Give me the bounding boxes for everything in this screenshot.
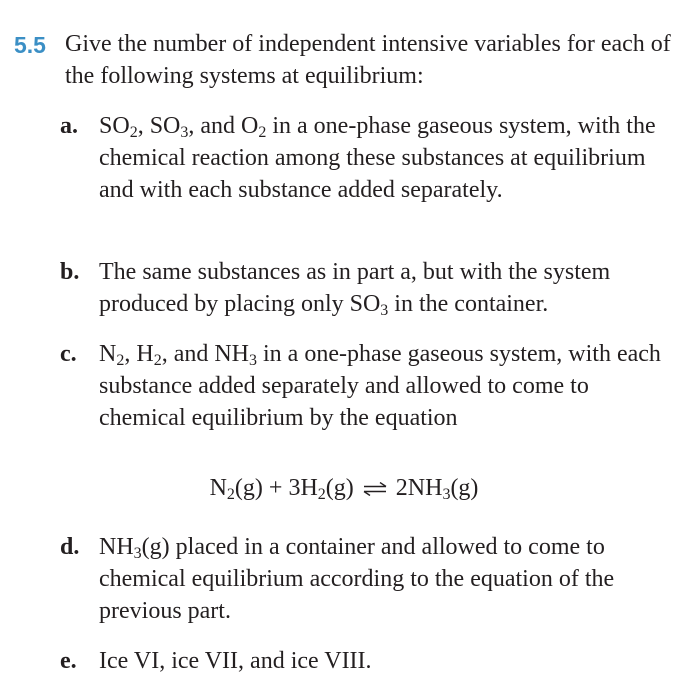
text-segment: , and NH (161, 341, 250, 367)
part-label: b. (60, 259, 80, 285)
text-segment: The same substances as in part a, but with the system produced by placing only SO (99, 259, 617, 317)
part-text (99, 531, 677, 627)
part-label: e. (60, 648, 77, 674)
part-label: a. (60, 113, 78, 139)
subscript: 2 (317, 486, 326, 503)
reaction-equation (0, 472, 688, 504)
text-segment: Ice VI, ice VII, and ice VIII. (99, 648, 372, 674)
subscript: 3 (133, 545, 142, 562)
text-segment: N (99, 341, 117, 367)
text-segment: 2NH (395, 475, 443, 501)
part-text (99, 110, 677, 206)
subscript: 3 (180, 124, 189, 141)
problem-prompt: Give the number of independent intensive variables for each of the following systems at equilibrium: (65, 31, 671, 89)
text-segment: , SO (137, 113, 181, 139)
part-label: c. (60, 341, 77, 367)
text-segment: SO (99, 113, 130, 139)
part-text (99, 338, 677, 434)
text-segment: (g) (325, 475, 354, 501)
text-segment: (g) placed in a container and allowed to come to chemical equilibrium according to the equation of the previous part. (99, 534, 621, 624)
text-segment: NH (99, 534, 134, 560)
text-segment: (g) (450, 475, 479, 501)
text-segment: N (209, 475, 227, 501)
equation-right (396, 475, 479, 501)
text-segment: in a one-phase gaseous system, with each substance added separately and allowed to come to chemical equilibrium by the equation (99, 341, 667, 431)
problem-number: 5.5 (14, 32, 46, 58)
subscript: 2 (116, 352, 125, 369)
text-segment: (g) + 3H (234, 475, 318, 501)
equilibrium-arrows-icon (362, 482, 388, 496)
part-text (99, 256, 677, 320)
equation-left (210, 475, 354, 501)
subscript: 3 (249, 352, 258, 369)
text-segment: in a one-phase gaseous system, with the chemical reaction among these substances at equilibrium and with each substance added separately. (99, 113, 662, 203)
subscript: 2 (226, 486, 235, 503)
subscript: 2 (258, 124, 267, 141)
text-segment: , and O (188, 113, 259, 139)
subscript: 3 (380, 302, 389, 319)
text-segment: in the container. (388, 291, 549, 317)
part-text (99, 645, 677, 677)
part-label: d. (60, 534, 80, 560)
subscript: 2 (129, 124, 138, 141)
subscript: 2 (153, 352, 162, 369)
text-segment: , H (124, 341, 154, 367)
subscript: 3 (442, 486, 451, 503)
